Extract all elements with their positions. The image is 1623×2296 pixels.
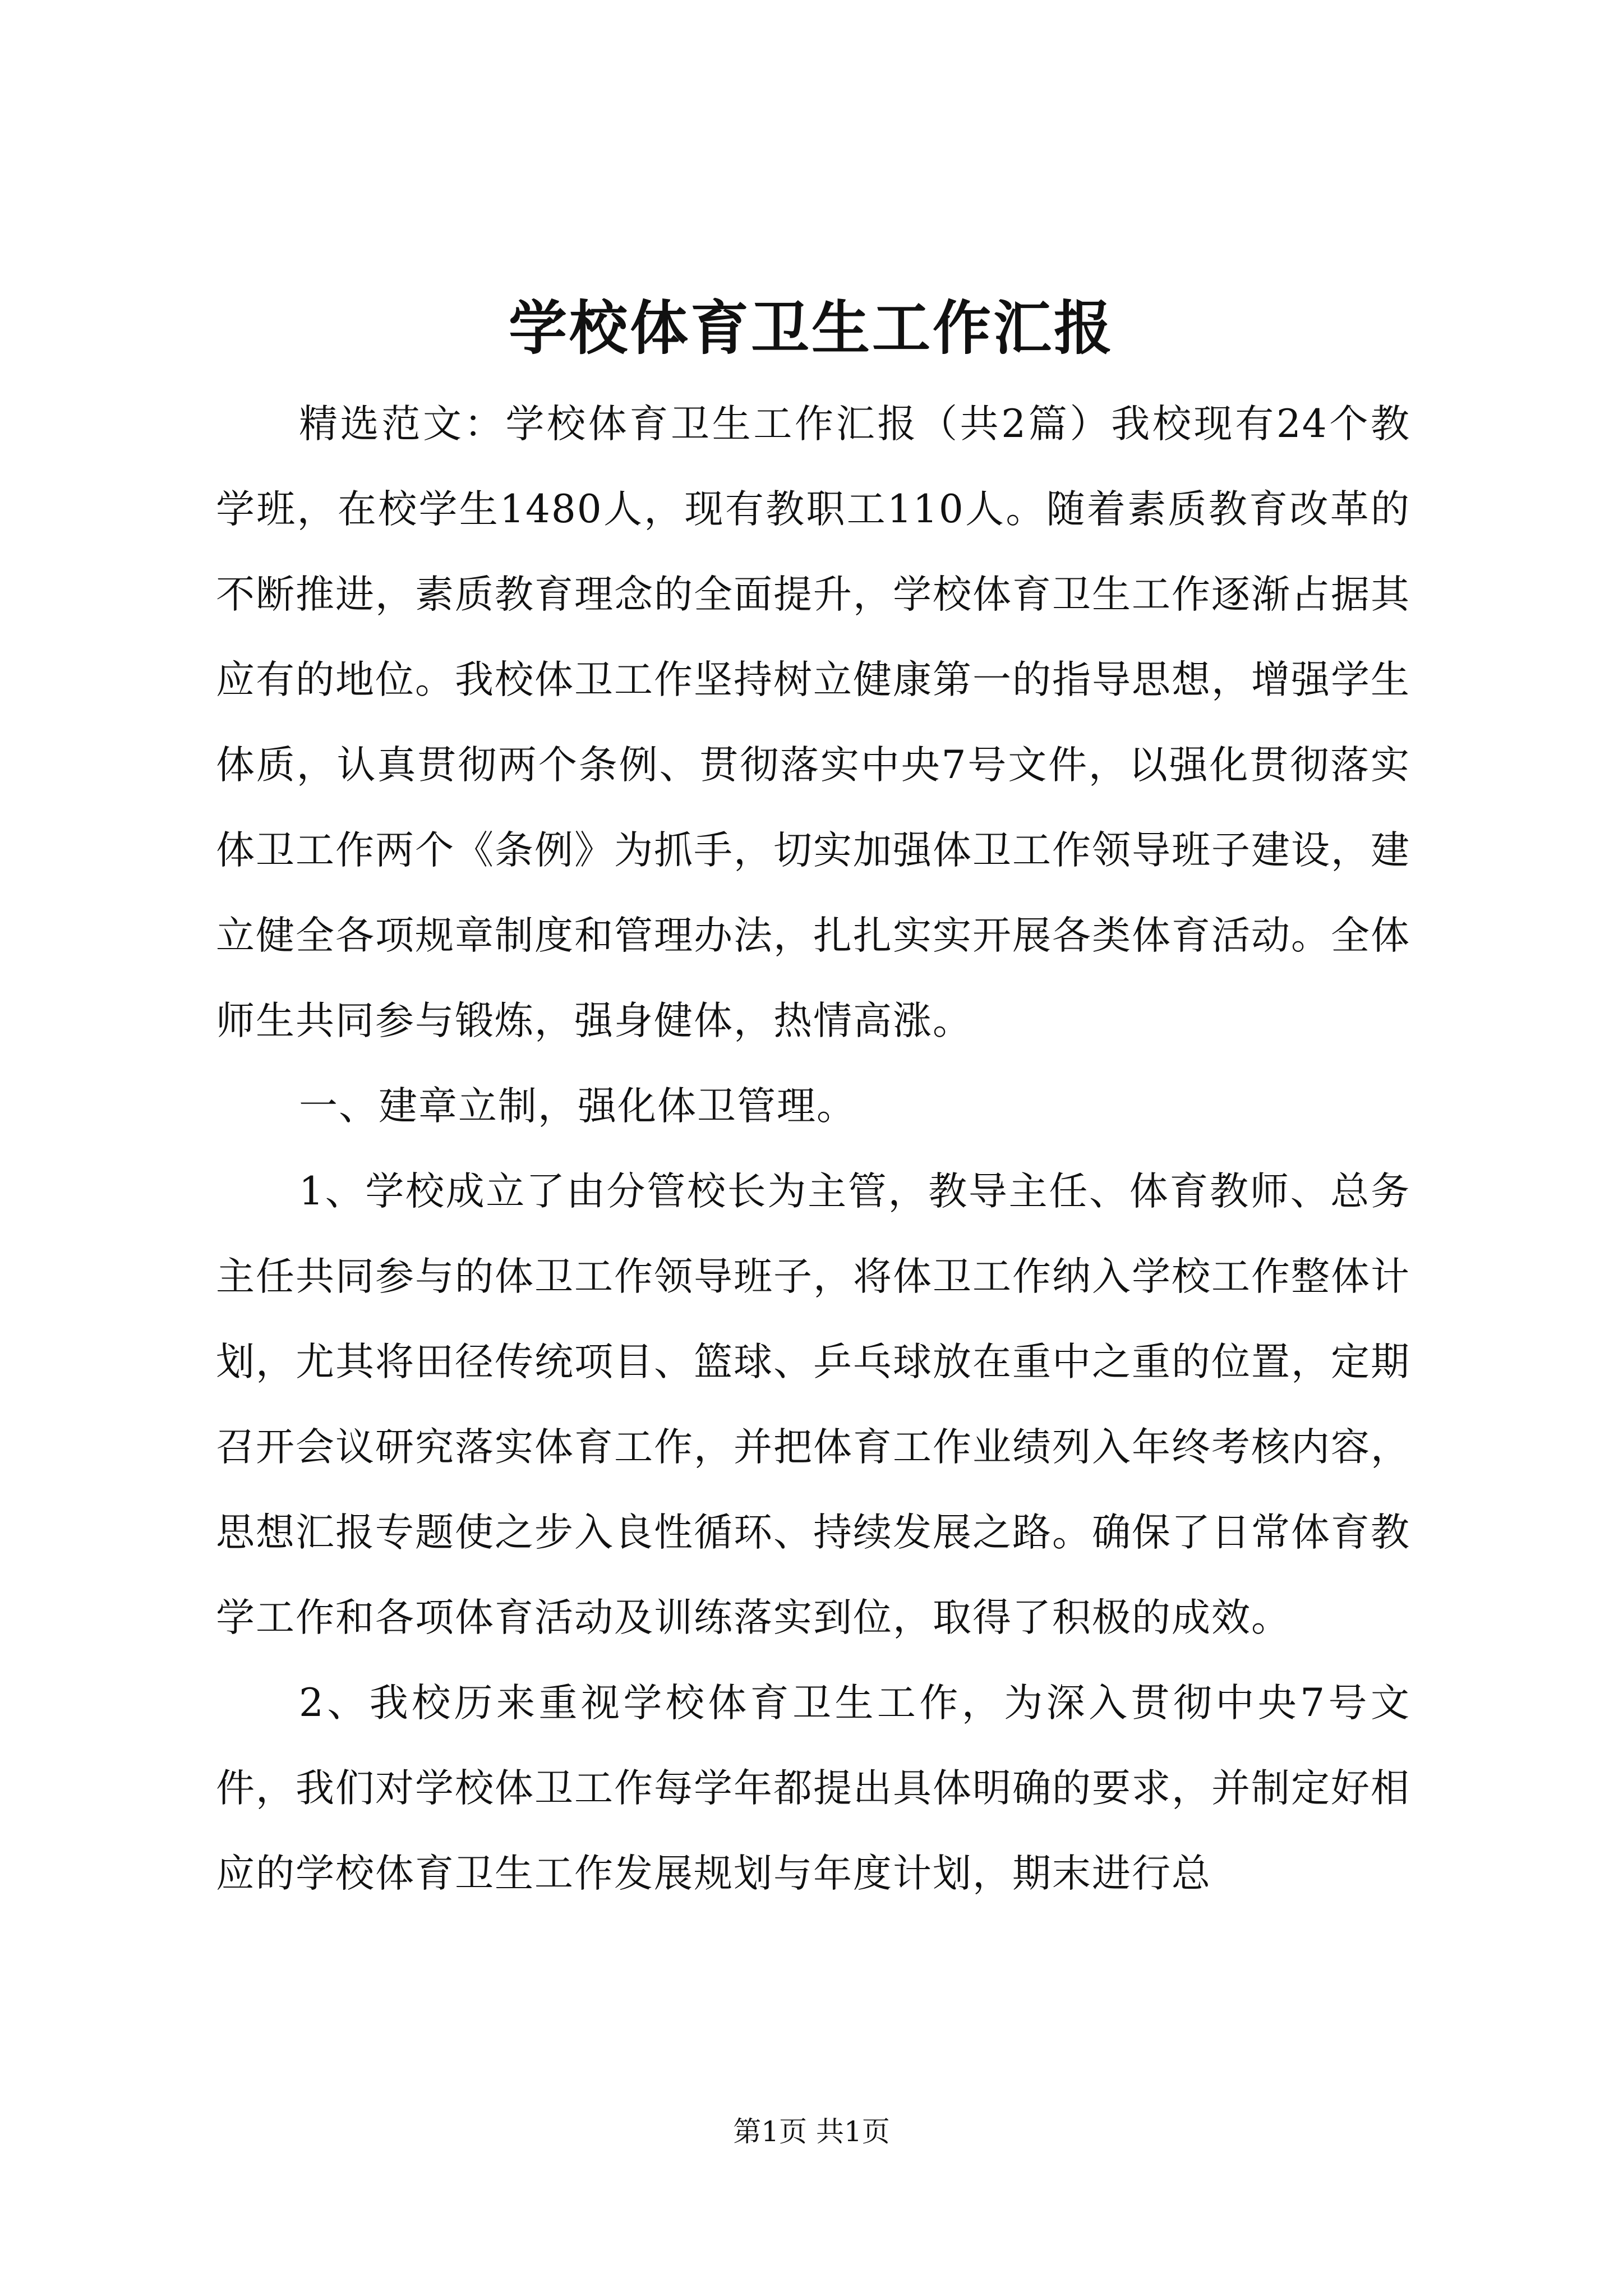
page-footer: 第1页 共1页	[733, 2115, 890, 2148]
paragraph-intro: 精选范文：学校体育卫生工作汇报（共2篇）我校现有24个教学班，在校学生1480人，现有教职工110人。随着素质教育改革的不断推进，素质教育理念的全面提升，学校体育卫生工作逐渐占据其应有的地位。我校体卫工作坚持树立健康第一的指导思想，增强学生体质，认真贯彻两个条例、贯彻落实中央7号文件，以强化贯彻落实体卫工作两个《条例》为抓手，切实加强体卫工作领导班子建设，建立健全各项规章制度和管理办法，扎扎实实开展各类体育活动。全体师生共同参与锻炼，强身健体，热情高涨。	[216, 402, 1410, 1043]
document-title: 学校体育卫生工作汇报	[508, 293, 1114, 362]
paragraph-item-1: 1、学校成立了由分管校长为主管，教导主任、体育教师、总务主任共同参与的体卫工作领导班子，将体卫工作纳入学校工作整体计划，尤其将田径传统项目、篮球、乒乓球放在重中之重的位置，定期召开会议研究落实体育工作，并把体育工作业绩列入年终考核内容，思想汇报专题使之步入良性循环、持续发展之路。确保了日常体育教学工作和各项体育活动及训练落实到位，取得了积极的成效。	[216, 1169, 1410, 1640]
document-body	[216, 381, 1410, 1916]
paragraph-section-heading: 一、建章立制，强化体卫管理。	[299, 1084, 856, 1129]
paragraph-item-2: 2、我校历来重视学校体育卫生工作，为深入贯彻中央7号文件，我们对学校体卫工作每学年都提出具体明确的要求，并制定好相应的学校体育卫生工作发展规划与年度计划，期末进行总	[216, 1681, 1410, 1896]
